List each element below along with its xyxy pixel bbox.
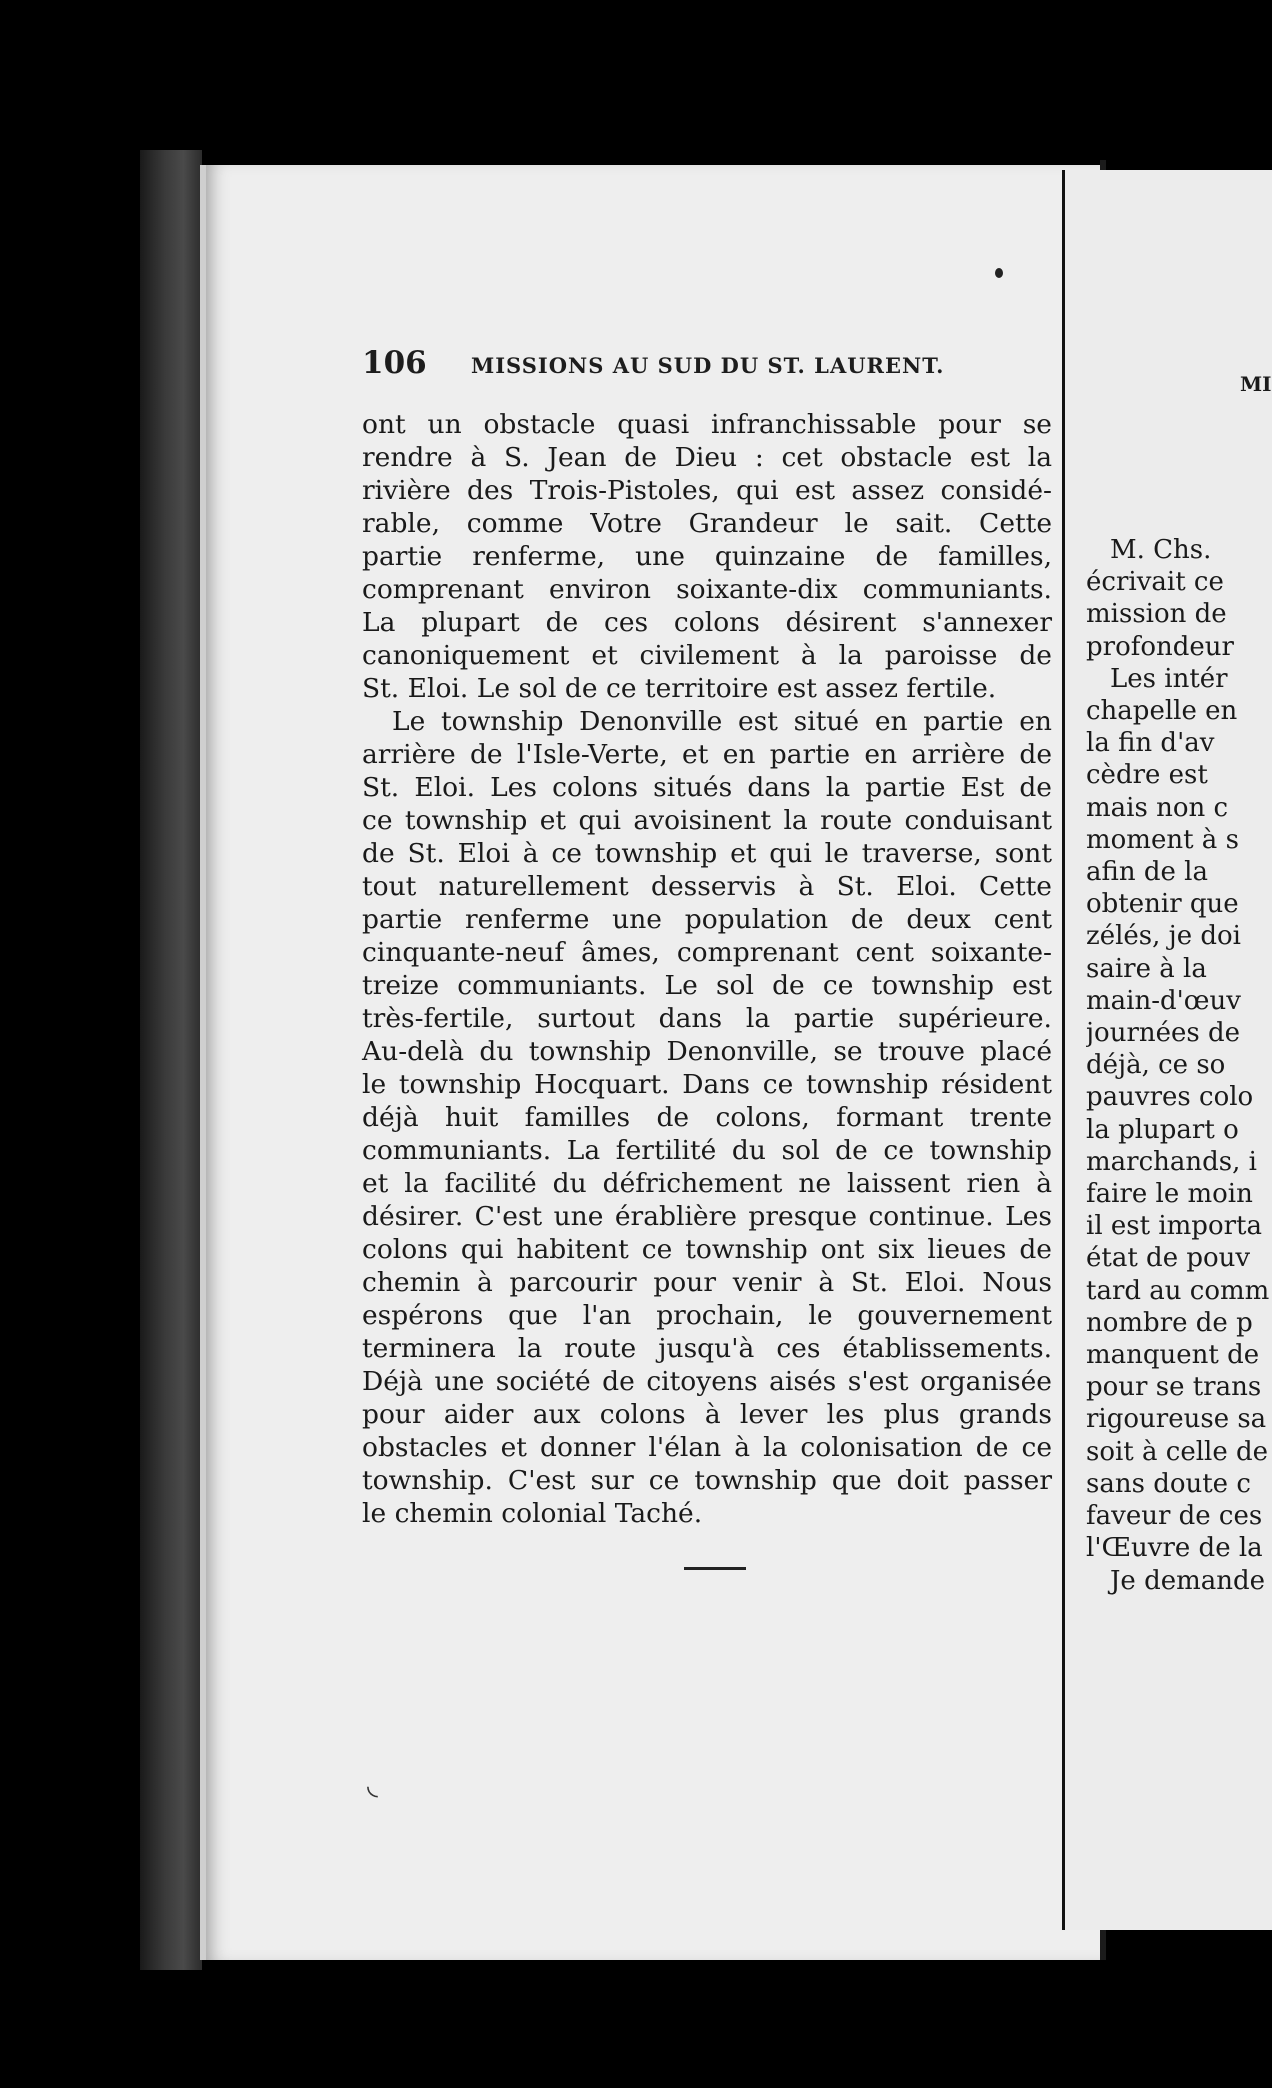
ink-speck [995, 268, 1003, 278]
text-line: désirer. C'est une érablière presque continue. Les [362, 1201, 1052, 1232]
text-line: St. Eloi. Le sol de ce territoire est assez fertile. [362, 673, 997, 704]
text-line: terminera la route jusqu'à ces établissements. [362, 1333, 1052, 1364]
text-line: il est importa [1086, 1211, 1262, 1242]
text-line: chemin à parcourir pour venir à St. Eloi. Nous [362, 1267, 1052, 1298]
text-line: Déjà une société de citoyens aisés s'est organisée [362, 1366, 1052, 1397]
text-line: le township Hocquart. Dans ce township résident [362, 1069, 1052, 1100]
text-line: obstacles et donner l'élan à la colonisation de ce [362, 1432, 1052, 1463]
text-line: moment à s [1086, 824, 1239, 855]
text-line: nombre de p [1086, 1307, 1253, 1338]
text-line: soit à celle de [1086, 1436, 1269, 1467]
text-line: Les intér [1110, 663, 1228, 694]
text-line: tout naturellement desservis à St. Eloi. Cette [362, 871, 1052, 902]
text-line: faveur de ces [1086, 1501, 1263, 1532]
text-line: M. Chs. [1110, 535, 1212, 565]
text-line: mission de [1086, 599, 1227, 630]
running-head-title: MISSIONS AU SUD DU ST. LAURENT. [470, 353, 945, 378]
text-line: le chemin colonial Taché. [362, 1498, 703, 1529]
book-spine [140, 150, 202, 1970]
running-head [362, 345, 1062, 381]
text-line: cinquante-neuf âmes, comprenant cent soixante- [362, 937, 1052, 968]
text-line: l'Œuvre de la [1086, 1533, 1263, 1564]
text-line: cèdre est [1086, 760, 1208, 791]
text-line: pour se trans [1086, 1372, 1262, 1403]
text-line: saire à la [1086, 953, 1207, 984]
text-line: obtenir que [1086, 889, 1239, 920]
text-line: sans doute c [1086, 1468, 1251, 1499]
text-line: la fin d'av [1086, 728, 1215, 759]
text-line: comprenant environ soixante-dix communiants. [362, 574, 1052, 605]
text-line: rigoureuse sa [1086, 1404, 1267, 1435]
text-line: ce township et qui avoisinent la route conduisant [362, 805, 1052, 836]
text-line: état de pouv [1086, 1243, 1251, 1274]
text-line: Le township Denonville est situé en partie en [392, 706, 1052, 737]
text-line: zélés, je doi [1086, 921, 1241, 952]
text-line: partie renferme une population de deux cent [362, 904, 1052, 935]
text-line: St. Eloi. Les colons situés dans la partie Est de [362, 772, 1052, 803]
text-line: et la facilité du défrichement ne laissent rien à [362, 1168, 1052, 1199]
text-line: communiants. La fertilité du sol de ce township [362, 1135, 1052, 1166]
text-line: main-d'œuv [1086, 985, 1241, 1016]
text-line: la plupart o [1086, 1114, 1239, 1145]
text-line: ont un obstacle quasi infranchissable pour se [362, 409, 1052, 440]
text-line: tard au comm [1086, 1275, 1270, 1306]
text-line: Au-delà du township Denonville, se trouve placé [362, 1036, 1052, 1067]
text-line: très-fertile, surtout dans la partie supérieure. [362, 1003, 1052, 1034]
text-line: marchands, i [1086, 1146, 1257, 1177]
text-line: écrivait ce [1086, 567, 1224, 598]
text-line: rable, comme Votre Grandeur le sait. Cette [362, 508, 1052, 539]
text-line: journées de [1086, 1018, 1241, 1049]
text-line: faire le moin [1086, 1179, 1253, 1210]
text-line: de St. Eloi à ce township et qui le traverse, sont [362, 838, 1052, 869]
text-line: canoniquement et civilement à la paroisse de [362, 640, 1052, 671]
text-line: rivière des Trois-Pistoles, qui est assez considé- [362, 475, 1052, 506]
text-line: chapelle en [1086, 696, 1238, 727]
text-line: mais non c [1086, 792, 1229, 823]
page-number: 106 [362, 345, 427, 381]
text-line: rendre à S. Jean de Dieu : cet obstacle est la [362, 442, 1052, 473]
text-line: pour aider aux colons à lever les plus grands [362, 1399, 1052, 1430]
text-line: arrière de l'Isle-Verte, et en partie en arrière de [362, 739, 1052, 770]
text-line: treize communiants. Le sol de ce township est [362, 970, 1052, 1001]
text-line: township. C'est sur ce township que doit passer [362, 1465, 1052, 1496]
text-line: déjà, ce so [1086, 1050, 1226, 1081]
text-line: profondeur [1086, 631, 1234, 662]
text-line: espérons que l'an prochain, le gouvernement [362, 1300, 1052, 1331]
text-line: afin de la [1086, 857, 1208, 888]
text-line: pauvres colo [1086, 1082, 1254, 1113]
text-line: manquent de [1086, 1340, 1260, 1371]
right-running-head: MI [1240, 372, 1272, 396]
text-line: colons qui habitent ce township ont six lieues de [362, 1234, 1052, 1265]
text-line: déjà huit familles de colons, formant trente [362, 1102, 1052, 1133]
margin-mark: ◟ [367, 1768, 378, 1801]
right-page-body [1086, 534, 1272, 1597]
left-page-body [362, 408, 1052, 1530]
text-line: partie renferme, une quinzaine de familles, [362, 541, 1052, 572]
text-line: La plupart de ces colons désirent s'annexer [362, 607, 1052, 638]
text-line: Je demande [1110, 1565, 1266, 1596]
section-rule [684, 1567, 746, 1570]
